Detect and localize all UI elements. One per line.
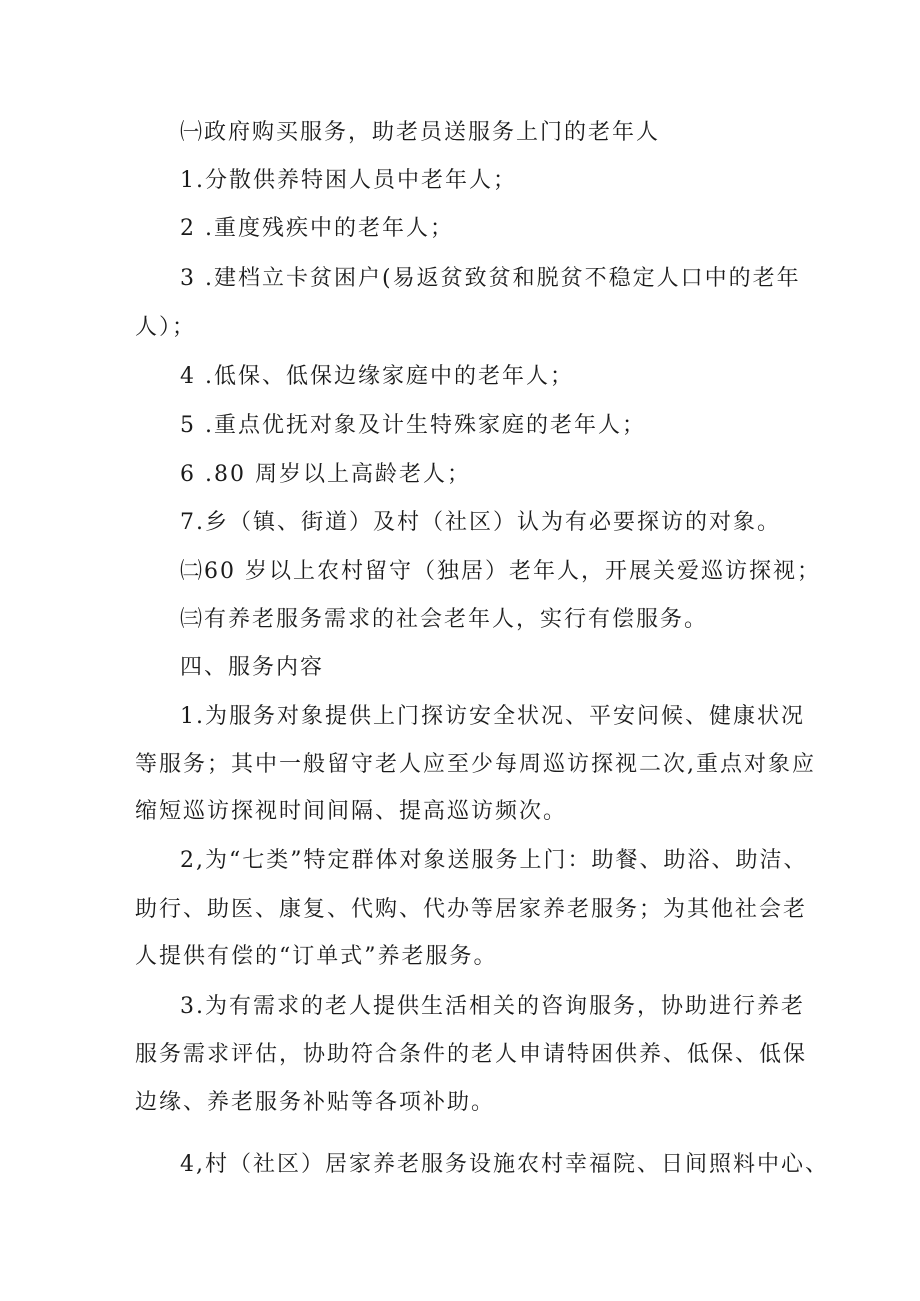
service-3-line-2: 服务需求评估，协助符合条件的老人申请特困供养、低保、低保: [135, 1042, 808, 1067]
service-2-line-3: 人提供有偿的“订单式”养老服务。: [135, 944, 498, 969]
list-item-3: 3 .建档立卡贫困户(易返贫致贫和脱贫不稳定人口中的老年: [180, 266, 801, 291]
section-heading-government-purchase: ㈠政府购买服务，助老员送服务上门的老年人: [180, 120, 661, 145]
list-item-4: 4 .低保、低保边缘家庭中的老年人；: [180, 364, 574, 389]
service-1-line-1: 1.为服务对象提供上门探访安全状况、平安问候、健康状况: [180, 704, 805, 729]
service-2-line-2: 助行、助医、康复、代购、代办等居家养老服务；为其他社会老: [135, 897, 808, 922]
service-1-line-3: 缩短巡访探视时间间隔、提高巡访频次。: [135, 799, 568, 824]
service-3-line-1: 3.为有需求的老人提供生活相关的咨询服务，协助进行养老: [180, 994, 805, 1019]
list-item-1: 1.分散供养特困人员中老年人；: [180, 168, 517, 193]
list-item-7: 7.乡（镇、街道）及村（社区）认为有必要探访的对象。: [180, 510, 781, 535]
service-4-line-1: 4,村（社区）居家养老服务设施农村幸福院、日间照料中心、: [180, 1152, 829, 1177]
list-item-3-continued: 人）；: [135, 315, 197, 340]
section-item-paid-service: ㈢有养老服务需求的社会老年人，实行有偿服务。: [180, 607, 709, 632]
section-item-rural-elderly: ㈡60 岁以上农村留守（独居）老年人，开展关爱巡访探视；: [180, 559, 821, 584]
list-item-6: 6 .80 周岁以上高龄老人；: [180, 462, 471, 487]
list-item-2: 2 .重度残疾中的老年人；: [180, 216, 454, 241]
service-3-line-3: 边缘、养老服务补贴等各项补助。: [135, 1090, 496, 1115]
list-item-5: 5 .重点优抚对象及计生特殊家庭的老年人；: [180, 413, 646, 438]
section-title-service-content: 四、服务内容: [180, 655, 325, 680]
service-1-line-2: 等服务；其中一般留守老人应至少每周巡访探视二次,重点对象应: [135, 752, 816, 777]
service-2-line-1: 2,为“七类”特定群体对象送服务上门：助餐、助浴、助洁、: [180, 848, 808, 873]
